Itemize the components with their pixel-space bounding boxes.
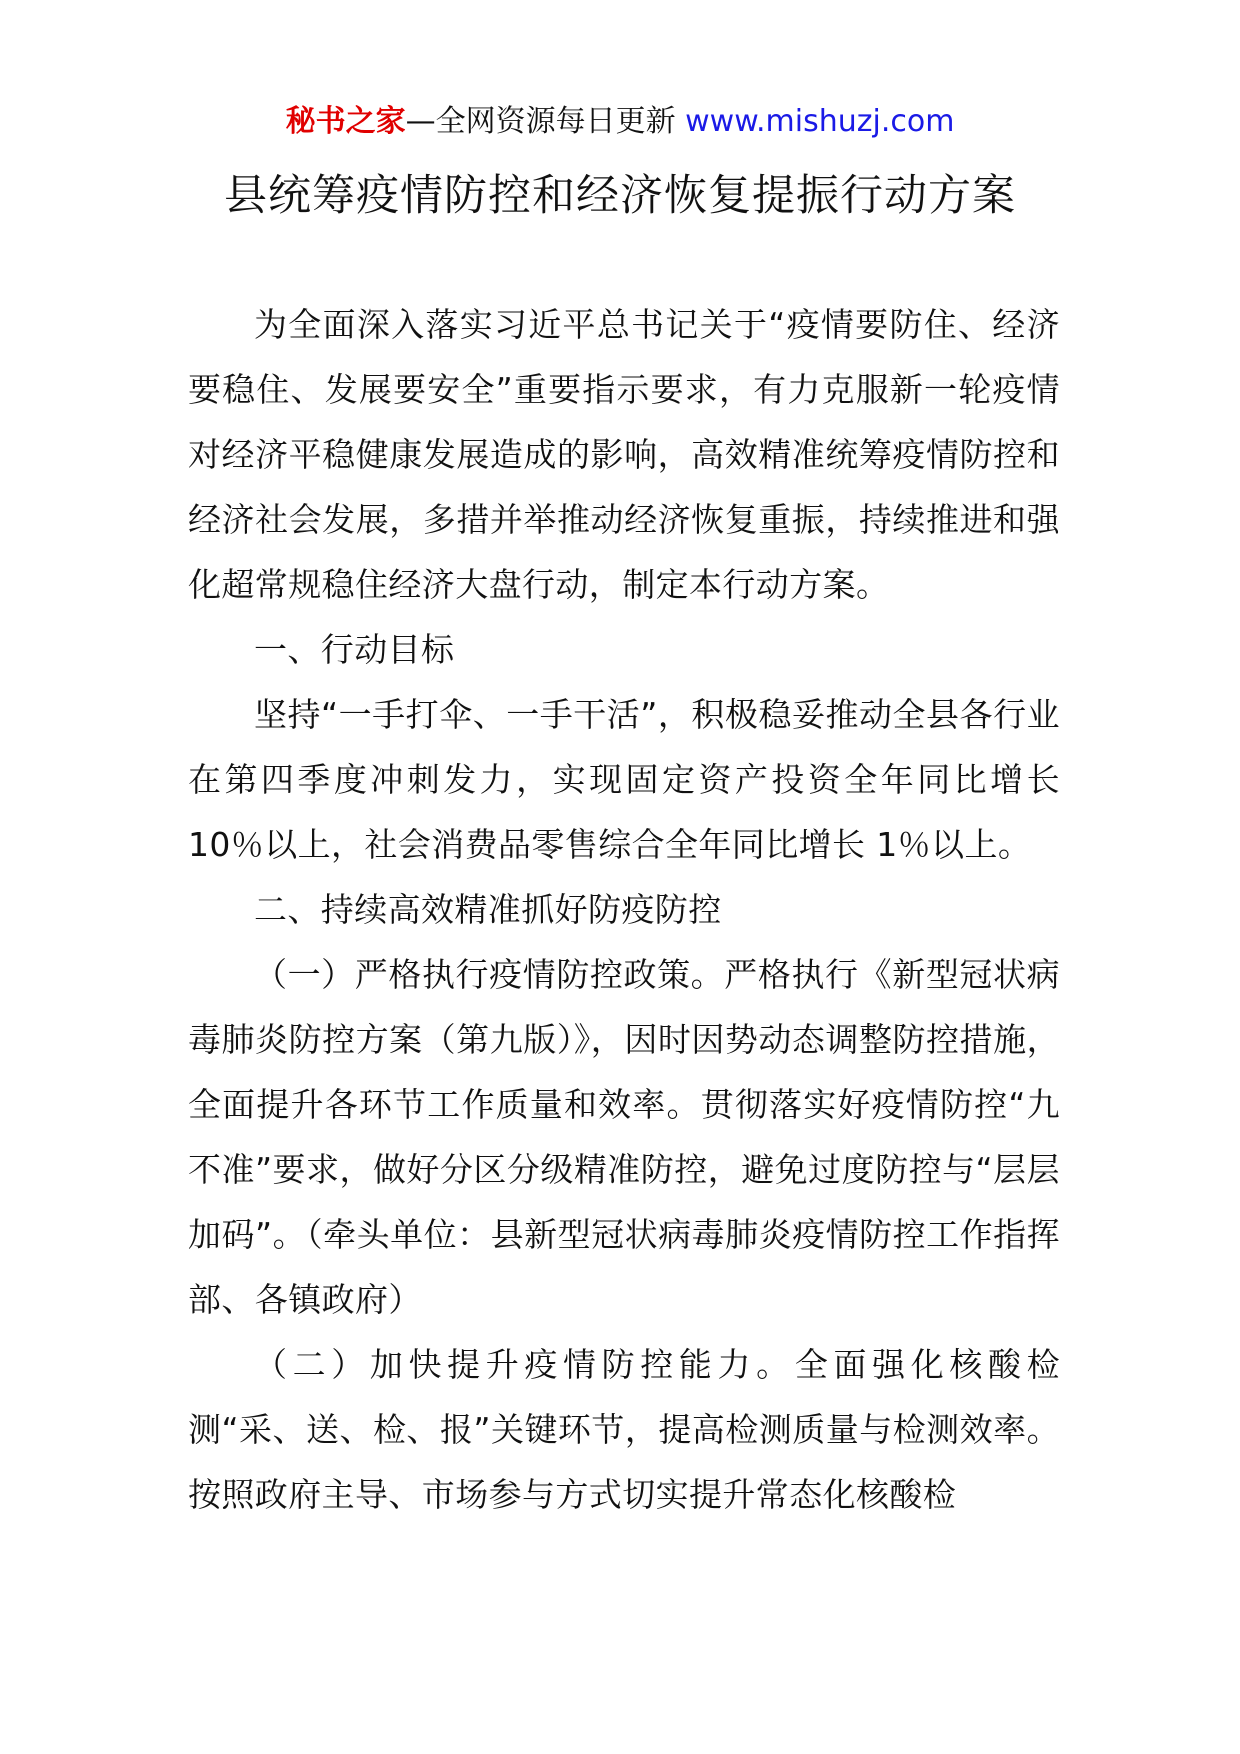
prevention-item-1-paragraph: （一）严格执行疫情防控政策。严格执行《新型冠状病毒肺炎防控方案（第九版）》，因时因势动态调整防控措施，全面提升各环节工作质量和效率。贯彻落实好疫情防控“九不准”要求，做好分区分级精准防控，避免过度防控与“层层加码”。（牵头单位：县新型冠状病毒肺炎疫情防控工作指挥部、各镇政府） (188, 955, 1060, 1319)
goals-paragraph: 坚持“一手打伞、一手干活”，积极稳妥推动全县各行业在第四季度冲刺发力，实现固定资产投资全年同比增长 10％以上，社会消费品零售综合全年同比增长 1％以上。 (188, 695, 1060, 864)
site-header (0, 102, 1240, 142)
site-url-link[interactable]: www.mishuzj.com (685, 104, 955, 139)
document-title: 县统筹疫情防控和经济恢复提振行动方案 (224, 171, 1016, 221)
section-heading-goals: 一、行动目标 (254, 630, 455, 669)
document-body (188, 292, 1060, 1527)
section-heading-prevention: 二、持续高效精准抓好防疫防控 (254, 890, 722, 929)
site-brand: 秘书之家 (285, 104, 406, 139)
prevention-item-2-paragraph: （二）加快提升疫情防控能力。全面强化核酸检测“采、送、检、报”关键环节，提高检测质量与检测效率。按照政府主导、市场参与方式切实提升常态化核酸检 (188, 1345, 1060, 1514)
intro-paragraph: 为全面深入落实习近平总书记关于“疫情要防住、经济要稳住、发展要安全”重要指示要求，有力克服新一轮疫情对经济平稳健康发展造成的影响，高效精准统筹疫情防控和经济社会发展，多措并举推动经济恢复重振，持续推进和强化超常规稳住经济大盘行动，制定本行动方案。 (188, 305, 1060, 604)
site-tagline: —全网资源每日更新 (405, 104, 686, 139)
